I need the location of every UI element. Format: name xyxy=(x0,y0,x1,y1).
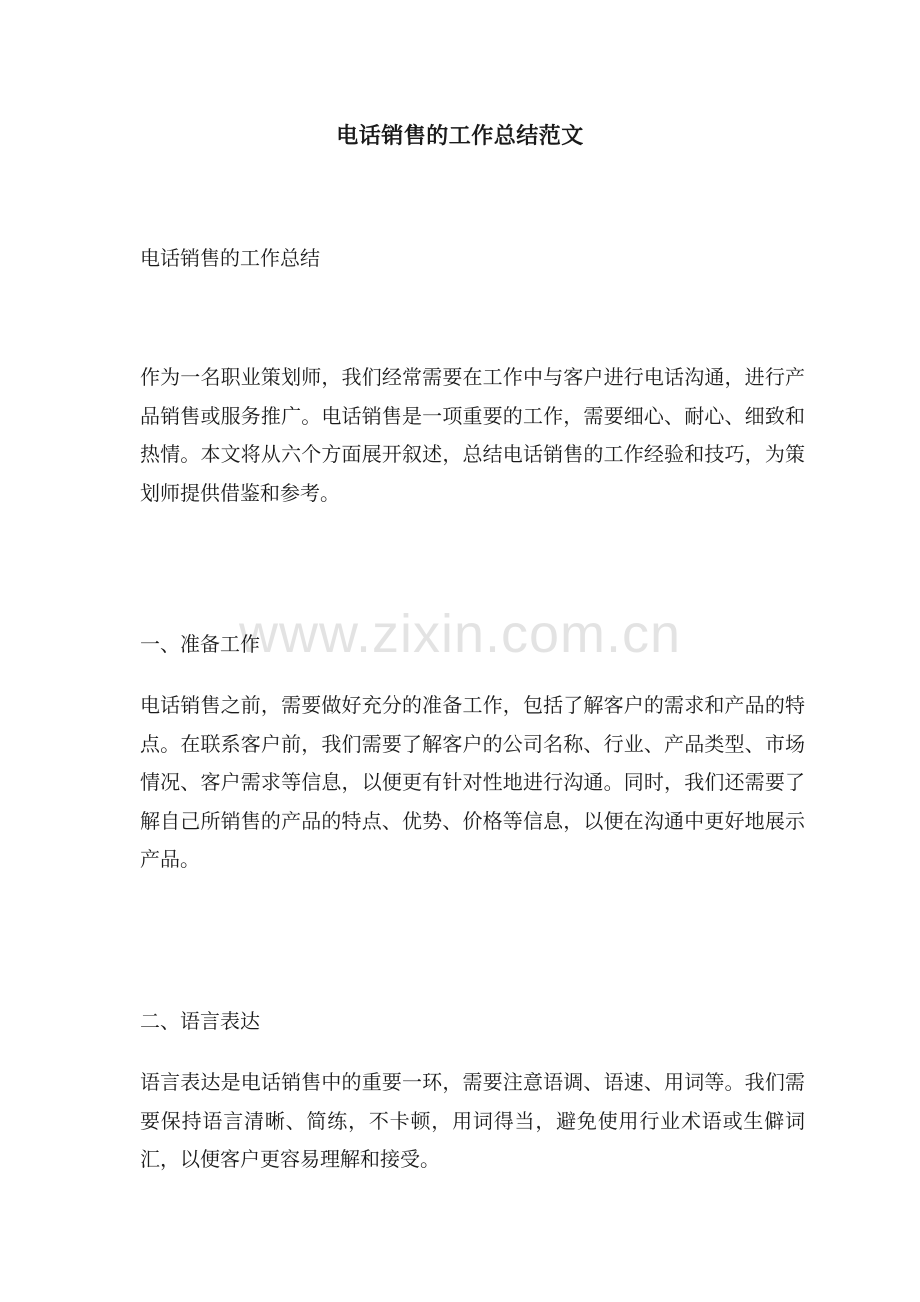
section-body-language: 语言表达是电话销售中的重要一环，需要注意语调、语速、用词等。我们需要保持语言清晰、简练，不卡顿，用词得当，避免使用行业术语或生僻词汇，以便客户更容易理解和接受。 xyxy=(140,1070,805,1171)
section-body-preparation: 电话销售之前，需要做好充分的准备工作，包括了解客户的需求和产品的特点。在联系客户前，我们需要了解客户的公司名称、行业、产品类型、市场情况、客户需求等信息，以便更有针对性地进行沟通。同时，我们还需要了解自己所销售的产品的特点、优势、价格等信息，以便在沟通中更好地展示产品。 xyxy=(140,693,805,871)
document-title: 电话销售的工作总结范文 xyxy=(336,123,584,149)
intro-paragraph: 作为一名职业策划师，我们经常需要在工作中与客户进行电话沟通，进行产品销售或服务推广。电话销售是一项重要的工作，需要细心、耐心、细致和热情。本文将从六个方面展开叙述，总结电话销售的工作经验和技巧，为策划师提供借鉴和参考。 xyxy=(140,365,805,505)
site-watermark: www.zixin.com.cn xyxy=(238,604,682,664)
section-heading-language: 二、语言表达 xyxy=(140,1009,260,1033)
section-heading-preparation: 一、准备工作 xyxy=(140,632,260,656)
document-subtitle: 电话销售的工作总结 xyxy=(140,246,320,270)
